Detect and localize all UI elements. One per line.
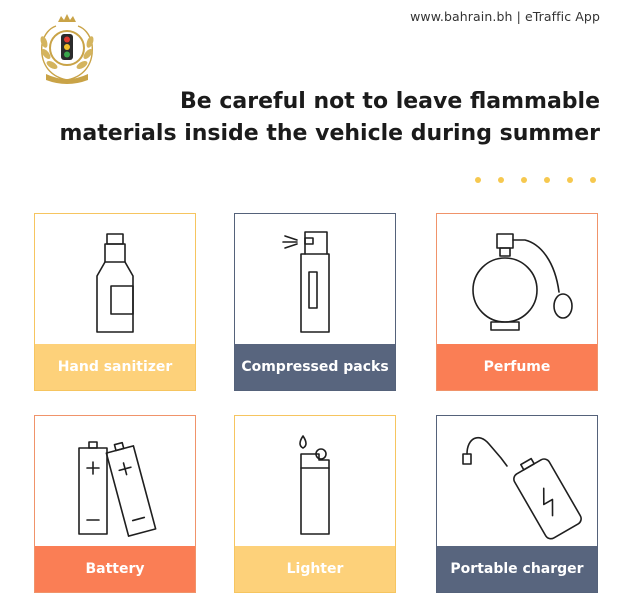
card-hand-sanitizer [34, 213, 196, 391]
decorative-dots [475, 177, 596, 183]
dot [475, 177, 481, 183]
dot [544, 177, 550, 183]
page-headline [40, 86, 600, 150]
card-perfume [436, 213, 598, 391]
card-label: Compressed packs [235, 344, 395, 390]
card-battery [34, 415, 196, 593]
spray-can-icon [235, 214, 395, 344]
card-label: Hand sanitizer [35, 344, 195, 390]
card-label: Portable charger [437, 546, 597, 592]
lighter-icon [235, 416, 395, 546]
card-label: Battery [35, 546, 195, 592]
battery-icon [35, 416, 195, 546]
card-portable-charger [436, 415, 598, 593]
dot [567, 177, 573, 183]
perfume-bottle-icon [437, 214, 597, 344]
card-compressed-packs [234, 213, 396, 391]
dot [521, 177, 527, 183]
headline-line-1: Be careful not to leave flammable [180, 89, 600, 114]
power-bank-icon [437, 416, 597, 546]
card-label: Lighter [235, 546, 395, 592]
dot [590, 177, 596, 183]
source-caption: www.bahrain.bh | eTraffic App [410, 9, 600, 24]
sanitizer-bottle-icon [35, 214, 195, 344]
card-label: Perfume [437, 344, 597, 390]
traffic-directorate-emblem-icon [34, 12, 100, 86]
dot [498, 177, 504, 183]
headline-line-2: materials inside the vehicle during summer [59, 121, 600, 146]
card-lighter [234, 415, 396, 593]
